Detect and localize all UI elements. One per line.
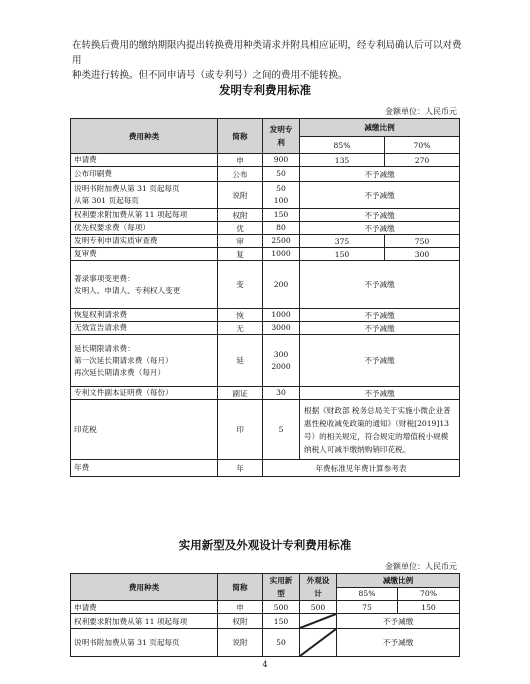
- fee-kind-cell: [71, 460, 218, 477]
- header-invention-fee: 发明专利: [263, 119, 300, 154]
- header-fee-kind: 费用种类: [71, 574, 218, 601]
- fee-amount-cell: [263, 222, 300, 235]
- fee-kind-line: 年费: [74, 463, 90, 472]
- header-ratio-85: 85%: [337, 587, 398, 601]
- fee-kind-cell: [71, 387, 218, 400]
- abbreviation-cell: 权附: [218, 614, 263, 629]
- table-row: [71, 387, 460, 400]
- fee-kind-line: 著录事项变更费：: [74, 273, 135, 283]
- design-fee-cell: 500: [300, 601, 337, 614]
- table-row: [71, 248, 460, 261]
- fee-amount-line: 50: [276, 184, 286, 193]
- utility-table-title: 实用新型及外观设计专利费用标准: [178, 538, 352, 552]
- reduced-fee-85: 75: [337, 601, 398, 614]
- abbreviation-cell: 公布: [218, 167, 263, 182]
- fee-kind-line: 印花税: [74, 424, 97, 434]
- table-row: [71, 322, 460, 335]
- fee-kind-line: 说明书附加费从第 31 页起每页: [74, 184, 180, 193]
- fee-amount-cell: [263, 322, 300, 335]
- no-reduction-cell: 不予减缴: [300, 322, 460, 335]
- header-reduction-ratio: 减缴比例: [300, 119, 460, 137]
- fee-amount-line: 30: [276, 388, 286, 397]
- header-abbreviation: 简称: [218, 119, 263, 154]
- no-reduction-cell: 不予减缴: [300, 261, 460, 309]
- fee-amount-cell: [263, 387, 300, 400]
- fee-amount-cell: [263, 182, 300, 209]
- fee-kind-cell: [71, 222, 218, 235]
- fee-kind-line: 延长期限请求费：: [74, 343, 135, 353]
- fee-kind-cell: 申请费: [71, 601, 218, 614]
- no-reduction-cell: 不予减缴: [300, 222, 460, 235]
- fee-kind-line: 从第 301 页起每页: [74, 196, 139, 205]
- table-row: [71, 182, 460, 209]
- table-row: [71, 614, 460, 629]
- invention-fee-table: [70, 118, 460, 477]
- table-row: [71, 309, 460, 322]
- fee-amount-line: 2500: [271, 236, 291, 245]
- table-row: [71, 235, 460, 248]
- utility-fee-cell: 50: [263, 629, 300, 657]
- no-reduction-cell: 不予减缴: [337, 629, 460, 657]
- table-row: [71, 629, 460, 657]
- fee-amount-line: 150: [273, 210, 289, 219]
- fee-amount-cell: [263, 154, 300, 167]
- fee-kind-cell: [71, 154, 218, 167]
- invention-currency-unit: 金额单位：人民币元: [385, 107, 457, 116]
- reduced-fee-70: 300: [385, 248, 460, 261]
- fee-amount-line: 1000: [271, 310, 291, 319]
- fee-kind-line: 发明专利申请实质审查费: [74, 236, 158, 245]
- header-design: 外观设计: [300, 574, 337, 601]
- fee-amount-line: 200: [273, 279, 289, 289]
- abbreviation-cell: 复: [218, 248, 263, 261]
- table-row: [71, 154, 460, 167]
- diagonal-strike-icon: [300, 614, 336, 628]
- fee-kind-line: 优先权要求费（每项）: [74, 223, 150, 232]
- utility-fee-cell: 500: [263, 601, 300, 614]
- utility-fee-cell: 150: [263, 614, 300, 629]
- annual-fee-note: 年费标准见年费计算参考表: [263, 460, 460, 477]
- fee-kind-line: 公布印刷费: [74, 169, 112, 178]
- abbreviation-cell: 优: [218, 222, 263, 235]
- no-reduction-cell: 不予减缴: [337, 614, 460, 629]
- fee-kind-cell: [71, 182, 218, 209]
- table-row: [71, 400, 460, 460]
- abbreviation-cell: 权附: [218, 209, 263, 222]
- fee-kind-cell: [71, 167, 218, 182]
- reduced-fee-70: 150: [398, 601, 460, 614]
- reduced-fee-70: 270: [385, 154, 460, 167]
- fee-amount-cell: [263, 400, 300, 460]
- table-row: [71, 222, 460, 235]
- fee-amount-line: 3000: [271, 323, 291, 332]
- fee-amount-cell: [263, 261, 300, 309]
- fee-amount-line: 50: [276, 169, 286, 178]
- abbreviation-cell: 申: [218, 601, 263, 614]
- stamp-duty-note: 根据《财政部 税务总局关于实施小微企业普惠性税收减免政策的通知》（财税[2019]13 号）的相关规定，符合规定的增值税小规模纳税人可减半缴纳购销印花税。: [300, 400, 460, 460]
- no-reduction-cell: 不予减缴: [300, 167, 460, 182]
- abbreviation-cell: 年: [218, 460, 263, 477]
- header-ratio-70: 70%: [385, 137, 460, 154]
- table-row: [71, 261, 460, 309]
- fee-amount-cell: [263, 248, 300, 261]
- fee-kind-cell: 说明书附加费从第 31 页起每页: [71, 629, 218, 657]
- fee-kind-line: 申请费: [74, 155, 97, 164]
- fee-amount-line: 1000: [271, 249, 291, 258]
- no-reduction-cell: 不予减缴: [300, 182, 460, 209]
- fee-kind-line: 复审费: [74, 249, 97, 258]
- abbreviation-cell: 说附: [218, 182, 263, 209]
- fee-kind-cell: [71, 309, 218, 322]
- fee-amount-line: 80: [276, 223, 286, 232]
- abbreviation-cell: 恢: [218, 309, 263, 322]
- fee-amount-cell: [263, 309, 300, 322]
- fee-kind-cell: [71, 248, 218, 261]
- fee-kind-line: 权利要求附加费从第 11 项起每项: [74, 210, 188, 219]
- fee-amount-line: 5: [278, 424, 284, 434]
- fee-kind-line: 发明人、申请人、专利权人变更: [74, 285, 181, 295]
- diagonal-strike-icon: [300, 629, 336, 656]
- fee-amount-line: 300: [273, 349, 289, 359]
- fee-kind-cell: [71, 335, 218, 387]
- no-reduction-cell: 不予减缴: [300, 309, 460, 322]
- intro-line-2: 种类进行转换。但不同申请号（或专利号）之间的费用不能转换。: [72, 70, 348, 81]
- header-ratio-70: 70%: [398, 587, 460, 601]
- abbreviation-cell: 无: [218, 322, 263, 335]
- reduced-fee-85: 375: [300, 235, 385, 248]
- header-ratio-85: 85%: [300, 137, 385, 154]
- abbreviation-cell: 申: [218, 154, 263, 167]
- fee-amount-cell: [263, 167, 300, 182]
- no-reduction-cell: 不予减缴: [300, 387, 460, 400]
- fee-kind-line: 第一次延长期请求费（每月）: [74, 355, 173, 365]
- fee-kind-line: 再次延长期请求费（每月）: [74, 367, 166, 377]
- fee-amount-cell: [263, 209, 300, 222]
- fee-kind-line: 专利文件副本证明费（每份）: [74, 388, 173, 397]
- not-applicable-cell: [300, 629, 337, 657]
- fee-kind-cell: [71, 209, 218, 222]
- header-fee-kind: 费用种类: [71, 119, 218, 154]
- abbreviation-cell: 印: [218, 400, 263, 460]
- abbreviation-cell: 延: [218, 335, 263, 387]
- no-reduction-cell: 不予减缴: [300, 209, 460, 222]
- fee-kind-line: 无效宣告请求费: [74, 323, 128, 332]
- header-abbreviation: 简称: [218, 574, 263, 601]
- invention-table-title: 发明专利费用标准: [219, 83, 311, 97]
- table-row: [71, 167, 460, 182]
- abbreviation-cell: 变: [218, 261, 263, 309]
- abbreviation-cell: 副证: [218, 387, 263, 400]
- header-reduction-ratio: 减缴比例: [337, 574, 460, 588]
- fee-kind-line: 恢复权利请求费: [74, 310, 128, 319]
- fee-amount-cell: [263, 235, 300, 248]
- not-applicable-cell: [300, 614, 337, 629]
- table-row: [71, 601, 460, 614]
- fee-amount-line: 900: [273, 155, 289, 164]
- abbreviation-cell: 审: [218, 235, 263, 248]
- fee-amount-cell: [263, 335, 300, 387]
- page-number: 4: [262, 660, 268, 669]
- reduced-fee-85: 150: [300, 248, 385, 261]
- fee-kind-cell: [71, 235, 218, 248]
- reduced-fee-85: 135: [300, 154, 385, 167]
- fee-kind-cell: [71, 261, 218, 309]
- no-reduction-cell: 不予减缴: [300, 335, 460, 387]
- table-row: [71, 460, 460, 477]
- reduced-fee-70: 750: [385, 235, 460, 248]
- fee-kind-cell: [71, 400, 218, 460]
- utility-design-fee-table: [70, 573, 460, 657]
- table-row: [71, 209, 460, 222]
- fee-amount-line: 100: [273, 196, 289, 205]
- fee-amount-line: 2000: [271, 361, 291, 371]
- table-row: [71, 335, 460, 387]
- utility-currency-unit: 金额单位：人民币元: [385, 562, 457, 571]
- fee-kind-cell: [71, 322, 218, 335]
- header-utility-model: 实用新型: [263, 574, 300, 601]
- fee-kind-cell: 权利要求附加费从第 11 项起每项: [71, 614, 218, 629]
- intro-paragraph: [72, 38, 462, 83]
- intro-line-1: 在转换后费用的缴纳期限内提出转换费用种类请求并附具相应证明，经专利局确认后可以对费用: [72, 40, 462, 66]
- abbreviation-cell: 说附: [218, 629, 263, 657]
